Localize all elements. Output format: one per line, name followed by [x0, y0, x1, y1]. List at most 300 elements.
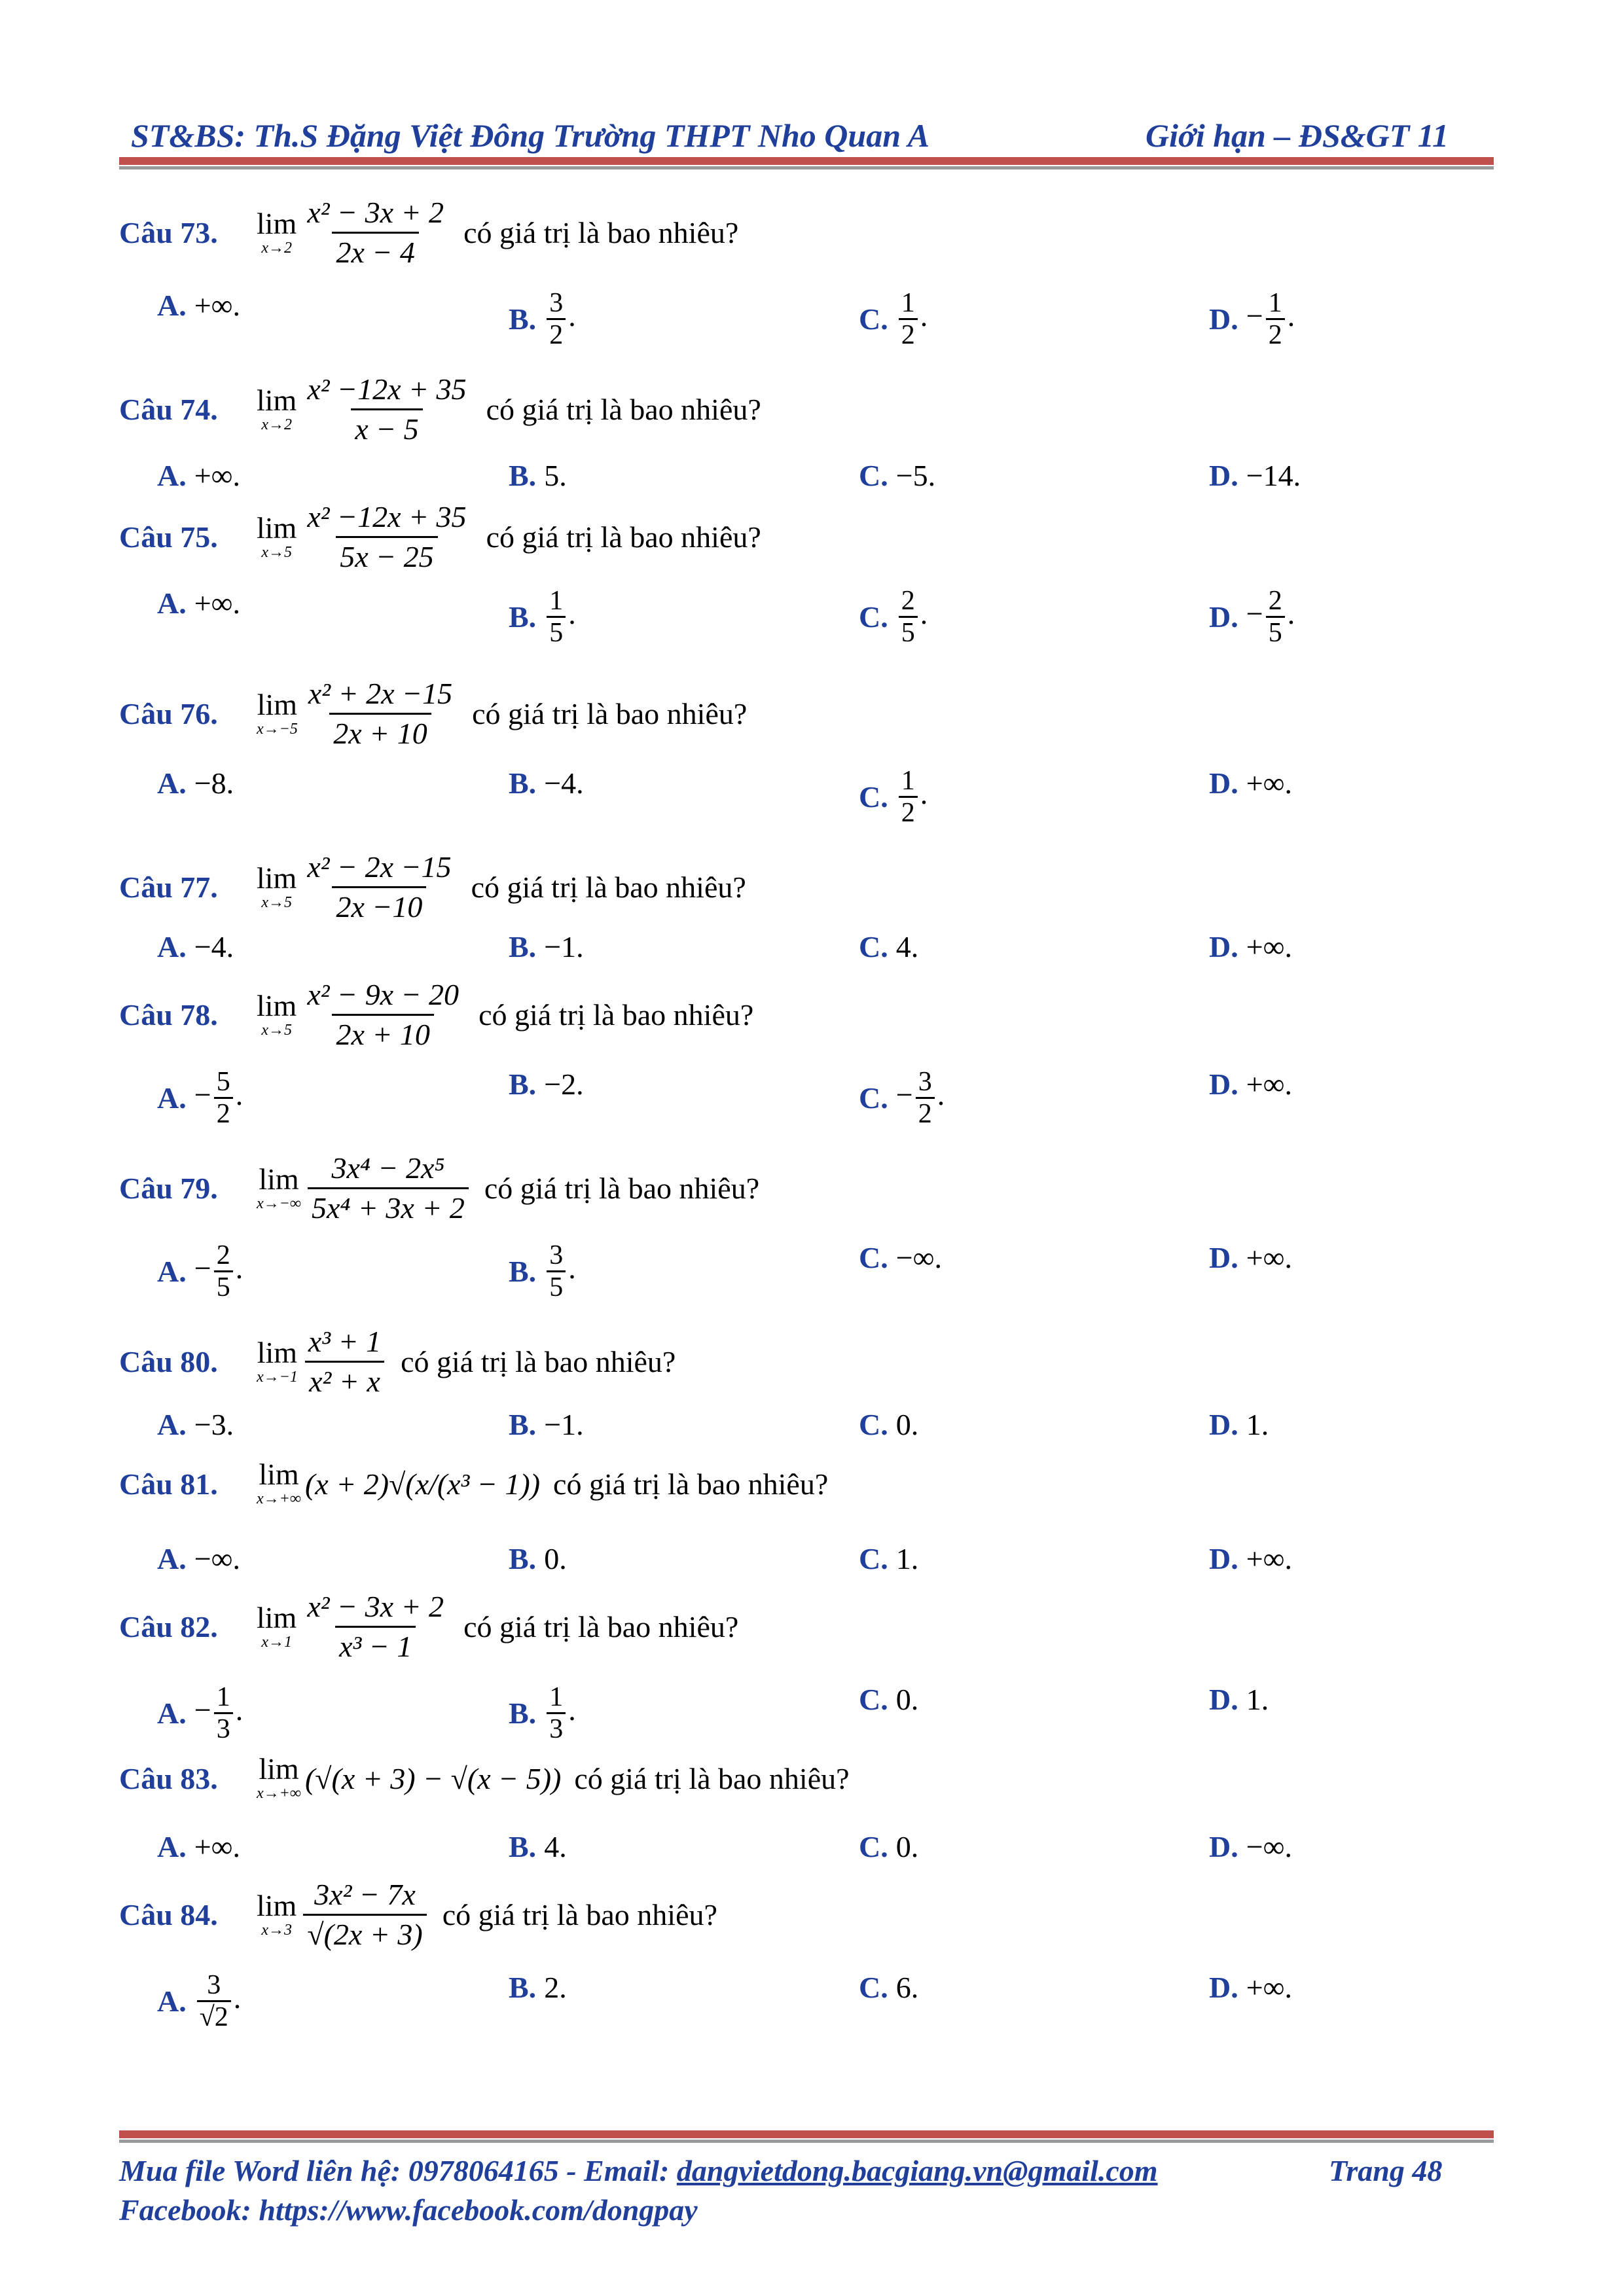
question-tail: có giá trị là bao nhiêu? [463, 1610, 739, 1643]
denominator: 5 [1266, 616, 1285, 648]
option-value [896, 1067, 945, 1129]
question-tail: có giá trị là bao nhiêu? [478, 998, 754, 1031]
option-a[interactable] [157, 1829, 240, 1864]
option-value [194, 1067, 243, 1129]
fraction [547, 1240, 566, 1302]
option-label: A. [157, 1081, 187, 1115]
option-b[interactable] [509, 1682, 576, 1744]
option-a[interactable] [157, 1541, 240, 1576]
option-label: D. [1209, 1683, 1238, 1716]
minus-sign: − [194, 1693, 211, 1727]
option-value: +∞. [1246, 1542, 1292, 1575]
option-label: B. [509, 1696, 537, 1730]
option-value: 1. [895, 1542, 919, 1575]
option-value: 4. [544, 1830, 567, 1863]
lim-subscript: x→+∞ [257, 1490, 301, 1507]
numerator: 3 [918, 1067, 932, 1097]
option-d[interactable] [1209, 929, 1292, 964]
option-d[interactable] [1209, 1970, 1292, 2005]
question-stem [119, 1878, 717, 1951]
option-b[interactable] [509, 586, 576, 648]
option-b[interactable] [509, 288, 576, 350]
option-label: C. [859, 302, 888, 336]
option-label: C. [859, 1542, 888, 1575]
lim-subscript: x→2 [261, 416, 292, 433]
option-label: A. [157, 289, 187, 322]
option-value: −2. [544, 1067, 584, 1101]
denominator: 3 [214, 1712, 233, 1744]
question-stem [119, 1460, 828, 1508]
option-label: C. [859, 459, 888, 492]
lim-text: lim [257, 1600, 297, 1634]
fraction-denominator: 2x + 10 [332, 1014, 433, 1051]
option-label: C. [859, 600, 888, 634]
denominator: 2 [899, 318, 918, 350]
fraction-numerator: x² − 2x −15 [307, 850, 452, 884]
denominator: 5 [547, 1270, 566, 1302]
question-stem [119, 978, 753, 1051]
option-d[interactable] [1209, 1829, 1292, 1864]
option-b[interactable] [509, 1829, 567, 1864]
limit-fraction [308, 1152, 469, 1225]
limit-fraction [303, 978, 463, 1051]
lim-text: lim [259, 1458, 299, 1491]
limit-fraction [304, 677, 456, 750]
option-b[interactable] [509, 458, 567, 493]
lim-text: lim [257, 1888, 297, 1922]
limit-operator [257, 1460, 301, 1508]
option-label: C. [859, 1830, 888, 1863]
period: . [920, 777, 928, 811]
option-value: −1. [544, 1408, 584, 1441]
option-label: A. [157, 930, 187, 963]
period: . [235, 1078, 244, 1112]
fraction-denominator: x² + x [305, 1361, 384, 1398]
option-label: A. [157, 1408, 187, 1441]
option-b[interactable] [509, 1970, 567, 2005]
fraction [899, 766, 918, 828]
fraction-denominator: √(2x + 3) [303, 1914, 426, 1951]
header-rule-shadow [119, 166, 1494, 170]
header-right: Giới hạn – ĐS&GT 11 [1146, 117, 1449, 154]
option-label: C. [859, 930, 888, 963]
option-label: D. [1209, 930, 1238, 963]
lim-subscript: x→3 [261, 1921, 292, 1939]
lim-subscript: x→−∞ [257, 1194, 301, 1212]
question-stem [119, 1152, 759, 1225]
option-value [544, 1682, 576, 1744]
question-tail: có giá trị là bao nhiêu? [553, 1467, 829, 1501]
option-label: C. [859, 1971, 888, 2004]
option-label: A. [157, 766, 187, 800]
fraction-numerator: x² + 2x −15 [308, 677, 453, 710]
option-value [544, 288, 576, 350]
lim-subscript: x→1 [261, 1633, 292, 1651]
option-b[interactable] [509, 1067, 584, 1102]
option-label: D. [1209, 1830, 1238, 1863]
fraction-denominator: 2x + 10 [329, 713, 431, 750]
option-value: −4. [544, 766, 584, 800]
question-stem [119, 373, 761, 446]
question-label: Câu 77. [119, 870, 218, 904]
limit-expression: (x + 2)√(x/(x³ − 1)) [304, 1467, 541, 1501]
fraction [214, 1682, 233, 1744]
footer-rule-shadow [119, 2140, 1494, 2143]
option-a[interactable] [157, 1240, 243, 1302]
option-a[interactable] [157, 586, 240, 620]
period: . [1287, 299, 1295, 333]
option-value: 1. [1246, 1408, 1269, 1441]
option-d[interactable] [1209, 1240, 1292, 1275]
option-value: +∞. [194, 459, 240, 492]
period: . [568, 1251, 576, 1285]
option-c[interactable] [859, 458, 935, 493]
option-value: −∞. [895, 1241, 942, 1274]
question-label: Câu 80. [119, 1345, 218, 1378]
question-tail: có giá trị là bao nhiêu? [484, 1172, 760, 1205]
option-c[interactable] [859, 1067, 945, 1129]
limit-operator [257, 1164, 301, 1213]
lim-text: lim [257, 1335, 298, 1369]
numerator: 1 [901, 288, 915, 318]
option-c[interactable] [859, 1829, 918, 1864]
fraction-denominator: x − 5 [351, 408, 422, 446]
option-value [896, 766, 928, 828]
lim-subscript: x→+∞ [257, 1785, 301, 1802]
option-label: D. [1209, 766, 1238, 800]
question-label: Câu 83. [119, 1761, 218, 1795]
option-a[interactable] [157, 1407, 234, 1442]
option-value: −5. [895, 459, 936, 492]
lim-subscript: x→2 [261, 239, 292, 257]
fraction-numerator: x³ + 1 [308, 1325, 382, 1358]
denominator: 2 [899, 796, 918, 828]
limit-operator [257, 206, 297, 257]
numerator: 1 [549, 586, 564, 616]
option-value: −8. [194, 766, 234, 800]
numerator: 1 [216, 1682, 230, 1712]
period: . [233, 1981, 242, 2015]
question-label: Câu 76. [119, 697, 218, 730]
fraction-denominator: 2x −10 [332, 886, 426, 924]
option-label: C. [859, 1683, 888, 1716]
numerator: 2 [216, 1240, 230, 1270]
period: . [1287, 597, 1295, 631]
limit-fraction [303, 501, 470, 573]
numerator: 2 [1268, 586, 1282, 616]
option-a[interactable] [157, 458, 240, 493]
lim-text: lim [259, 1752, 299, 1785]
period: . [235, 1693, 244, 1727]
footer-contact-prefix: Mua file Word liên hệ: 0978064165 - Email: [119, 2154, 677, 2187]
limit-operator [257, 687, 298, 738]
option-label: D. [1209, 302, 1238, 336]
question-stem [119, 196, 738, 269]
option-value [1246, 288, 1295, 350]
header-left: ST&BS: Th.S Đặng Việt Đông Trường THPT Nho Quan A [131, 117, 929, 154]
option-label: B. [509, 1408, 537, 1441]
lim-text: lim [257, 383, 297, 417]
option-value: +∞. [194, 1830, 240, 1863]
option-label: B. [509, 302, 537, 336]
question-stem [119, 851, 746, 924]
option-b[interactable] [509, 1240, 576, 1302]
option-label: D. [1209, 600, 1238, 634]
numerator: 3 [207, 1970, 221, 2000]
fraction-denominator: 2x − 4 [332, 232, 418, 269]
option-b[interactable] [509, 1407, 584, 1442]
option-value: −∞. [1246, 1830, 1292, 1863]
option-value: +∞. [1246, 766, 1292, 800]
lim-subscript: x→5 [261, 893, 292, 911]
fraction [214, 1067, 233, 1129]
question-label: Câu 82. [119, 1610, 218, 1643]
minus-sign: − [1246, 299, 1263, 333]
period: . [235, 1251, 244, 1285]
numerator: 1 [901, 766, 915, 796]
option-value: 0. [895, 1408, 919, 1441]
fraction [214, 1240, 233, 1302]
question-tail: có giá trị là bao nhiêu? [471, 870, 746, 904]
numerator: 5 [216, 1067, 230, 1097]
option-a[interactable] [157, 1682, 243, 1744]
limit-operator [257, 1754, 301, 1803]
fraction-numerator: x² −12x + 35 [307, 500, 467, 533]
option-value: 5. [544, 459, 567, 492]
option-label: A. [157, 1696, 187, 1730]
option-value: +∞. [1246, 1241, 1292, 1274]
lim-text: lim [257, 861, 297, 895]
option-label: B. [509, 1067, 537, 1101]
option-value: 6. [895, 1971, 919, 2004]
option-label: D. [1209, 1408, 1238, 1441]
limit-fraction [303, 196, 448, 269]
option-label: B. [509, 600, 537, 634]
minus-sign: − [194, 1078, 211, 1112]
option-value: 0. [895, 1830, 919, 1863]
lim-text: lim [257, 511, 297, 545]
option-value [194, 1682, 243, 1744]
option-label: B. [509, 459, 537, 492]
option-value [544, 1240, 576, 1302]
limit-fraction [303, 1590, 448, 1663]
period: . [920, 597, 928, 631]
fraction-denominator: 5x⁴ + 3x + 2 [308, 1187, 469, 1225]
question-label: Câu 79. [119, 1172, 218, 1205]
denominator: 2 [214, 1097, 233, 1129]
question-tail: có giá trị là bao nhiêu? [486, 393, 761, 426]
lim-text: lim [257, 206, 297, 240]
question-stem [119, 1590, 738, 1663]
question-stem [119, 1325, 676, 1398]
fraction [547, 288, 566, 350]
option-c[interactable] [859, 288, 928, 350]
footer-rule [119, 2130, 1494, 2138]
option-c[interactable] [859, 586, 928, 648]
option-d[interactable] [1209, 1407, 1269, 1442]
option-c[interactable] [859, 929, 918, 964]
limit-fraction [304, 1325, 385, 1398]
period: . [568, 299, 576, 333]
option-label: A. [157, 459, 187, 492]
option-label: B. [509, 930, 537, 963]
question-stem [119, 501, 761, 573]
option-value: +∞. [1246, 1971, 1292, 2004]
numerator: 3 [549, 1240, 564, 1270]
option-label: A. [157, 1984, 187, 2018]
question-stem [119, 677, 747, 750]
fraction [1266, 288, 1285, 350]
question-stem [119, 1754, 850, 1803]
question-label: Câu 78. [119, 998, 218, 1031]
fraction-numerator: x² −12x + 35 [307, 372, 467, 406]
denominator: 2 [547, 318, 566, 350]
option-label: D. [1209, 459, 1238, 492]
fraction [899, 288, 918, 350]
limit-expression: (√(x + 3) − √(x − 5)) [304, 1761, 562, 1795]
option-label: D. [1209, 1971, 1238, 2004]
option-d[interactable] [1209, 288, 1295, 350]
footer-email-link[interactable]: dangvietdong.bacgiang.vn@gmail.com [676, 2154, 1158, 2187]
limit-operator [257, 383, 297, 434]
option-a[interactable] [157, 1970, 241, 2032]
numerator: 3 [549, 288, 564, 318]
option-d[interactable] [1209, 1067, 1292, 1102]
limit-fraction [303, 851, 455, 924]
option-value: +∞. [194, 289, 240, 322]
period: . [937, 1078, 945, 1112]
option-c[interactable] [859, 1407, 918, 1442]
option-value [896, 288, 928, 350]
denominator: 5 [214, 1270, 233, 1302]
option-value: 1. [1246, 1683, 1269, 1716]
option-label: A. [157, 1830, 187, 1863]
limit-operator [257, 1335, 298, 1386]
option-d[interactable] [1209, 766, 1292, 800]
option-value: +∞. [1246, 930, 1292, 963]
option-d[interactable] [1209, 1682, 1269, 1717]
numerator: 1 [1268, 288, 1282, 318]
option-value: 0. [895, 1683, 919, 1716]
limit-operator [257, 988, 297, 1039]
option-label: A. [157, 586, 187, 620]
question-label: Câu 74. [119, 393, 218, 426]
fraction-denominator: 5x − 25 [336, 536, 437, 573]
option-d[interactable] [1209, 1541, 1292, 1576]
question-label: Câu 81. [119, 1467, 218, 1501]
denominator: √2 [197, 2000, 231, 2032]
header-rule [119, 157, 1494, 165]
question-tail: có giá trị là bao nhiêu? [442, 1898, 717, 1931]
fraction [916, 1067, 935, 1129]
option-value [544, 586, 576, 648]
option-value: −4. [194, 930, 234, 963]
option-label: D. [1209, 1542, 1238, 1575]
option-label: A. [157, 1542, 187, 1575]
option-label: C. [859, 1081, 888, 1115]
denominator: 5 [899, 616, 918, 648]
option-label: A. [157, 1255, 187, 1288]
limit-operator [257, 863, 297, 912]
minus-sign: − [895, 1078, 913, 1112]
fraction [197, 1970, 231, 2032]
denominator: 3 [547, 1712, 566, 1744]
minus-sign: − [194, 1251, 211, 1285]
option-d[interactable] [1209, 586, 1295, 648]
option-label: C. [859, 1408, 888, 1441]
option-b[interactable] [509, 1541, 567, 1576]
option-c[interactable] [859, 766, 928, 828]
denominator: 2 [1266, 318, 1285, 350]
period: . [568, 597, 576, 631]
question-label: Câu 84. [119, 1898, 218, 1931]
option-label: B. [509, 1542, 537, 1575]
limit-fraction [303, 1878, 426, 1951]
option-value: 4. [895, 930, 919, 963]
option-a[interactable] [157, 1067, 243, 1129]
footer-facebook-link[interactable]: Facebook: https://www.facebook.com/dongpay [119, 2193, 698, 2227]
option-a[interactable] [157, 766, 234, 800]
limit-fraction [303, 373, 470, 446]
fraction-numerator: 3x² − 7x [314, 1878, 416, 1911]
fraction-numerator: x² − 3x + 2 [307, 1590, 444, 1623]
lim-subscript: x→−5 [257, 720, 298, 738]
option-d[interactable] [1209, 458, 1301, 493]
option-label: C. [859, 780, 888, 814]
option-a[interactable] [157, 929, 234, 964]
option-value [896, 586, 928, 648]
lim-text: lim [257, 687, 298, 721]
fraction-numerator: 3x⁴ − 2x⁵ [331, 1151, 445, 1185]
limit-operator [257, 513, 297, 562]
option-value [194, 1970, 242, 2032]
question-tail: có giá trị là bao nhiêu? [472, 697, 748, 730]
period: . [920, 299, 928, 333]
option-value: −3. [194, 1408, 234, 1441]
option-c[interactable] [859, 1541, 918, 1576]
option-label: D. [1209, 1067, 1238, 1101]
page-number: Trang 48 [1329, 2154, 1443, 2187]
option-value: −14. [1246, 459, 1301, 492]
option-label: D. [1209, 1241, 1238, 1274]
option-c[interactable] [859, 1240, 942, 1275]
fraction [547, 586, 566, 648]
footer-contact [119, 2153, 1158, 2188]
fraction [899, 586, 918, 648]
lim-subscript: x→−1 [257, 1368, 298, 1386]
option-value: 2. [544, 1971, 567, 2004]
question-tail: có giá trị là bao nhiêu? [486, 520, 761, 554]
option-a[interactable] [157, 288, 240, 323]
numerator: 2 [901, 586, 915, 616]
fraction-numerator: x² − 3x + 2 [307, 196, 444, 229]
option-c[interactable] [859, 1970, 918, 2005]
option-value: −1. [544, 930, 584, 963]
option-label: B. [509, 766, 537, 800]
option-value: +∞. [1246, 1067, 1292, 1101]
option-value [1246, 586, 1295, 648]
period: . [568, 1693, 576, 1727]
option-c[interactable] [859, 1682, 918, 1717]
lim-subscript: x→5 [261, 543, 292, 561]
question-tail: có giá trị là bao nhiêu? [574, 1761, 850, 1795]
lim-text: lim [259, 1162, 299, 1196]
fraction [1266, 586, 1285, 648]
option-b[interactable] [509, 929, 584, 964]
option-b[interactable] [509, 766, 584, 800]
question-tail: có giá trị là bao nhiêu? [401, 1345, 676, 1378]
option-value: +∞. [194, 586, 240, 620]
